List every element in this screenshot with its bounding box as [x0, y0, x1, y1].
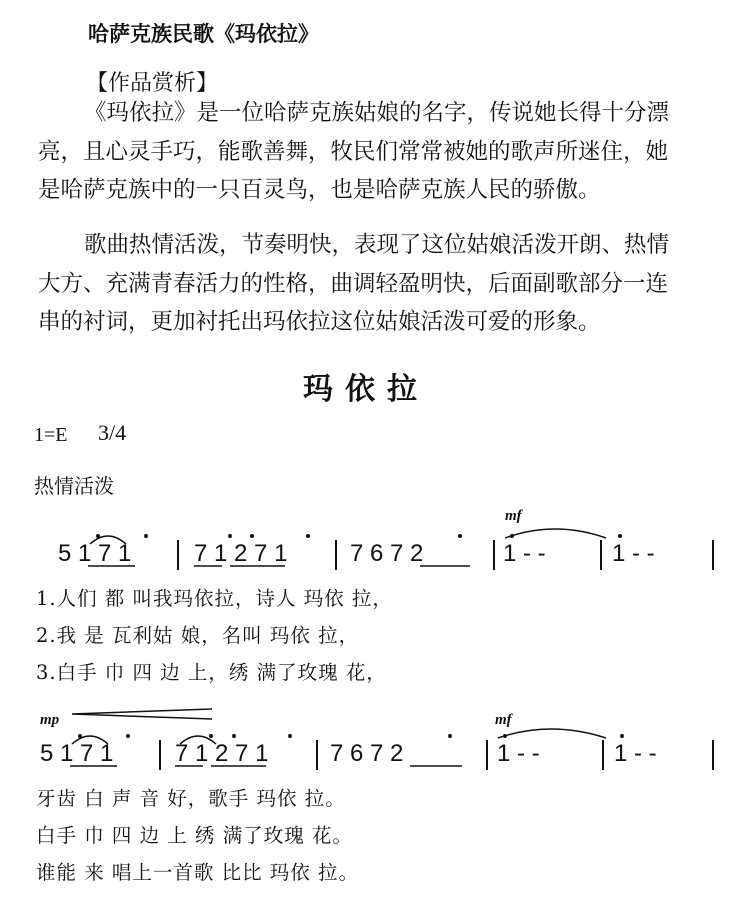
lyric-verse-1: 牙齿 白 声 音 好，歌手 玛依 拉。 — [36, 787, 346, 810]
dynamic-mf: mf — [505, 508, 522, 524]
paragraph-line: 是哈萨克族中的一只百灵鸟，也是哈萨克族人民的骄傲。 — [38, 177, 601, 203]
octave-dot — [288, 734, 292, 738]
crescendo-hairpin — [72, 709, 212, 719]
slur — [90, 536, 126, 544]
paragraph-line: 大方、充满青春活力的性格，曲调轻盈明快，后面副歌部分一连 — [38, 270, 669, 297]
measure-1: 5 1 7 1 — [40, 740, 114, 767]
octave-dot — [510, 534, 514, 538]
paragraph-line: 串的衬词，更加衬托出玛依拉这位姑娘活泼可爱的形象。 — [38, 309, 601, 335]
octave-dot — [306, 534, 310, 538]
paragraph-line: 歌曲热情活泼，节奏明快，表现了这位姑娘活泼开朗、热情 — [84, 232, 670, 258]
octave-dot — [126, 734, 130, 738]
slur — [72, 736, 108, 744]
measure-4: 1 - - — [503, 540, 546, 567]
measure-5: 1 - - — [614, 740, 657, 767]
time-signature: 3/4 — [98, 420, 127, 445]
song-title: 玛依拉 — [303, 372, 429, 407]
octave-dot — [78, 734, 82, 738]
tie — [498, 729, 606, 738]
paragraph-line: 亮，且心灵手巧，能歌善舞，牧民们常常被她的歌声所迷住，她 — [38, 138, 669, 165]
measure-3: 7 6 7 2 — [350, 540, 424, 567]
octave-dot — [228, 534, 232, 538]
octave-dot — [250, 534, 254, 538]
tie — [505, 529, 606, 538]
measure-5: 1 - - — [612, 540, 655, 567]
octave-dot — [503, 734, 507, 738]
octave-dot — [144, 534, 148, 538]
article-heading: 哈萨克族民歌《玛依拉》 — [88, 22, 319, 46]
octave-dot — [618, 534, 622, 538]
measure-2: 7 1 2 7 1 — [194, 540, 288, 567]
lyric-verse-2: 2.我 是 瓦利姑 娘，名叫 玛依 拉， — [36, 624, 360, 647]
key-signature: 1=E — [34, 424, 68, 446]
measure-1: 5 1 7 1 — [58, 540, 132, 567]
measure-2: 7 1 2 7 1 — [175, 740, 269, 767]
lyric-verse-3: 谁能 来 唱上一首歌 比比 玛依 拉。 — [36, 861, 359, 884]
octave-dot — [209, 734, 213, 738]
octave-dot — [458, 534, 462, 538]
lyric-verse-1: 1.人们 都 叫我玛依拉，诗人 玛依 拉， — [36, 587, 393, 610]
octave-dot — [232, 734, 236, 738]
paragraph-line: 《玛依拉》是一位哈萨克族姑娘的名字，传说她长得十分漂 — [84, 100, 670, 126]
lyric-verse-3: 3.白手 巾 四 边 上，绣 满了玫瑰 花， — [36, 661, 387, 684]
measure-3: 7 6 7 2 — [330, 740, 404, 767]
octave-dot — [448, 734, 452, 738]
octave-dot — [620, 734, 624, 738]
tempo-marking: 热情活泼 — [34, 474, 114, 498]
measure-4: 1 - - — [497, 740, 540, 767]
dynamic-mp: mp — [40, 712, 60, 728]
lyric-verse-2: 白手 巾 四 边 上 绣 满了玫瑰 花。 — [36, 824, 353, 847]
section-label: 【作品赏析】 — [86, 71, 219, 96]
octave-dot — [96, 534, 100, 538]
dynamic-mf: mf — [495, 712, 512, 728]
